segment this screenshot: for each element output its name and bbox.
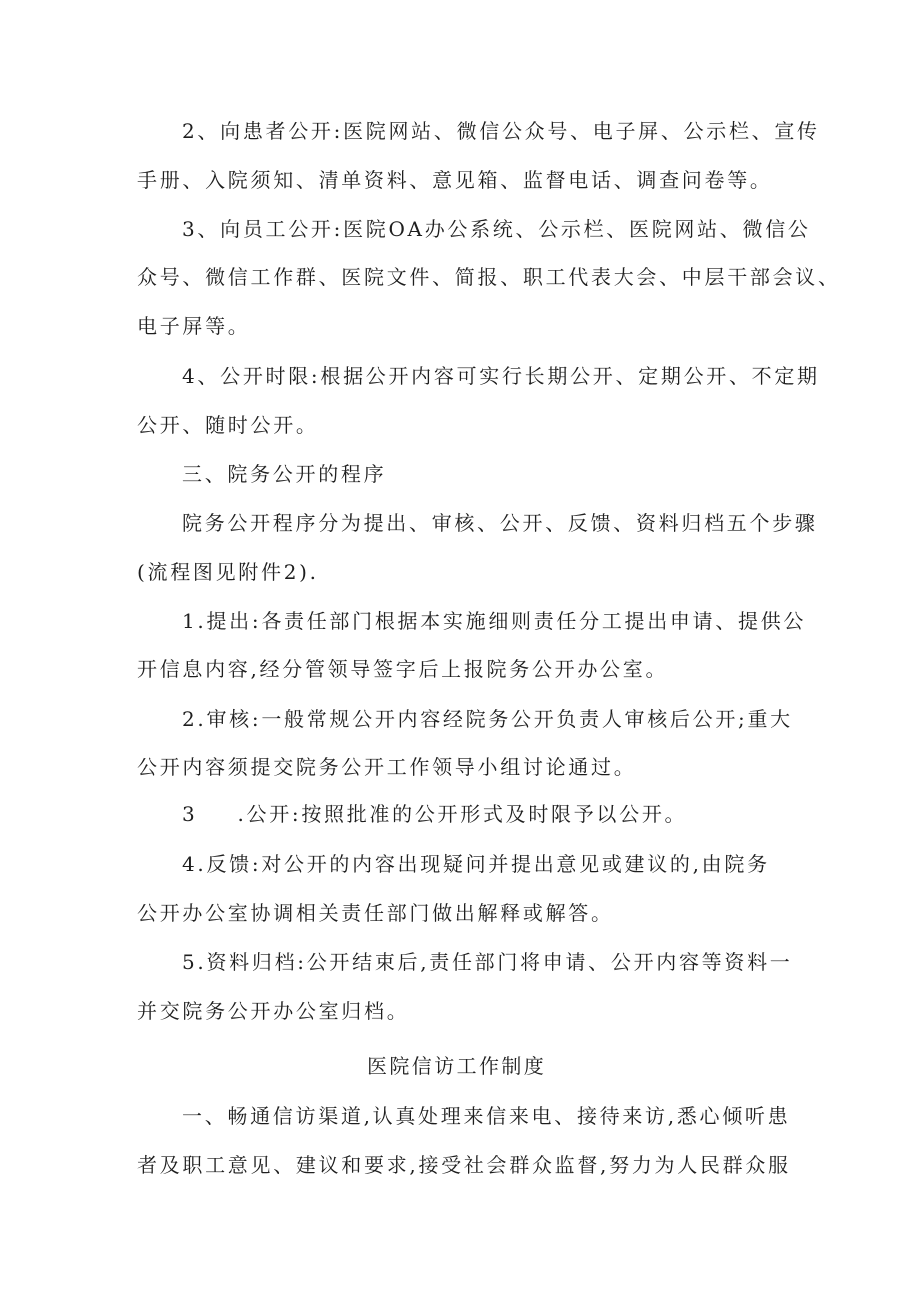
paragraph-line [182, 801, 687, 827]
paragraph-line: 并交院务公开办公室归档。 [137, 999, 410, 1023]
step-text: .公开:按照批准的公开形式及时限予以公开。 [237, 802, 688, 826]
section-heading: 三、院务公开的程序 [182, 462, 387, 486]
paragraph-line: 5.资料归档:公开结束后,责任部门将申请、公开内容等资料一 [182, 950, 793, 974]
paragraph-line: 4.反馈:对公开的内容出现疑问并提出意见或建议的,由院务 [182, 852, 770, 876]
paragraph-line: 3、向员工公开:医院OA办公系统、公示栏、医院网站、微信公 [182, 217, 811, 241]
paragraph-line: 公开办公室协调相关责任部门做出解释或解答。 [137, 901, 614, 925]
paragraph-line: 者及职工意见、建议和要求,接受社会群众监督,努力为人民群众服 [137, 1153, 791, 1177]
paragraph-line: 院务公开程序分为提出、审核、公开、反馈、资料归档五个步骤 [182, 511, 818, 535]
step-number: 3 [182, 802, 198, 826]
paragraph-line: 电子屏等。 [137, 314, 251, 338]
paragraph-line: 一、畅通信访渠道,认真处理来信来电、接待来访,悉心倾听患 [182, 1104, 791, 1128]
paragraph-line: (流程图见附件2). [137, 560, 319, 584]
paragraph-line: 手册、入院须知、清单资料、意见箱、监督电话、调查问卷等。 [137, 168, 773, 192]
paragraph-line: 开信息内容,经分管领导签字后上报院务公开办公室。 [137, 657, 669, 681]
paragraph-line: 1.提出:各责任部门根据本实施细则责任分工提出申请、提供公 [182, 609, 807, 633]
paragraph-line: 2、向患者公开:医院网站、微信公众号、电子屏、公示栏、宣传 [182, 119, 820, 143]
paragraph-line: 2.审核:一般常规公开内容经院务公开负责人审核后公开;重大 [182, 707, 793, 731]
document-title: 医院信访工作制度 [367, 1054, 547, 1078]
paragraph-line: 4、公开时限:根据公开内容可实行长期公开、定期公开、不定期 [182, 364, 820, 388]
paragraph-line: 众号、微信工作群、医院文件、简报、职工代表大会、中层干部会议、 [137, 265, 841, 289]
paragraph-line: 公开内容须提交院务公开工作领导小组讨论通过。 [137, 755, 637, 779]
paragraph-line: 公开、随时公开。 [137, 413, 319, 437]
